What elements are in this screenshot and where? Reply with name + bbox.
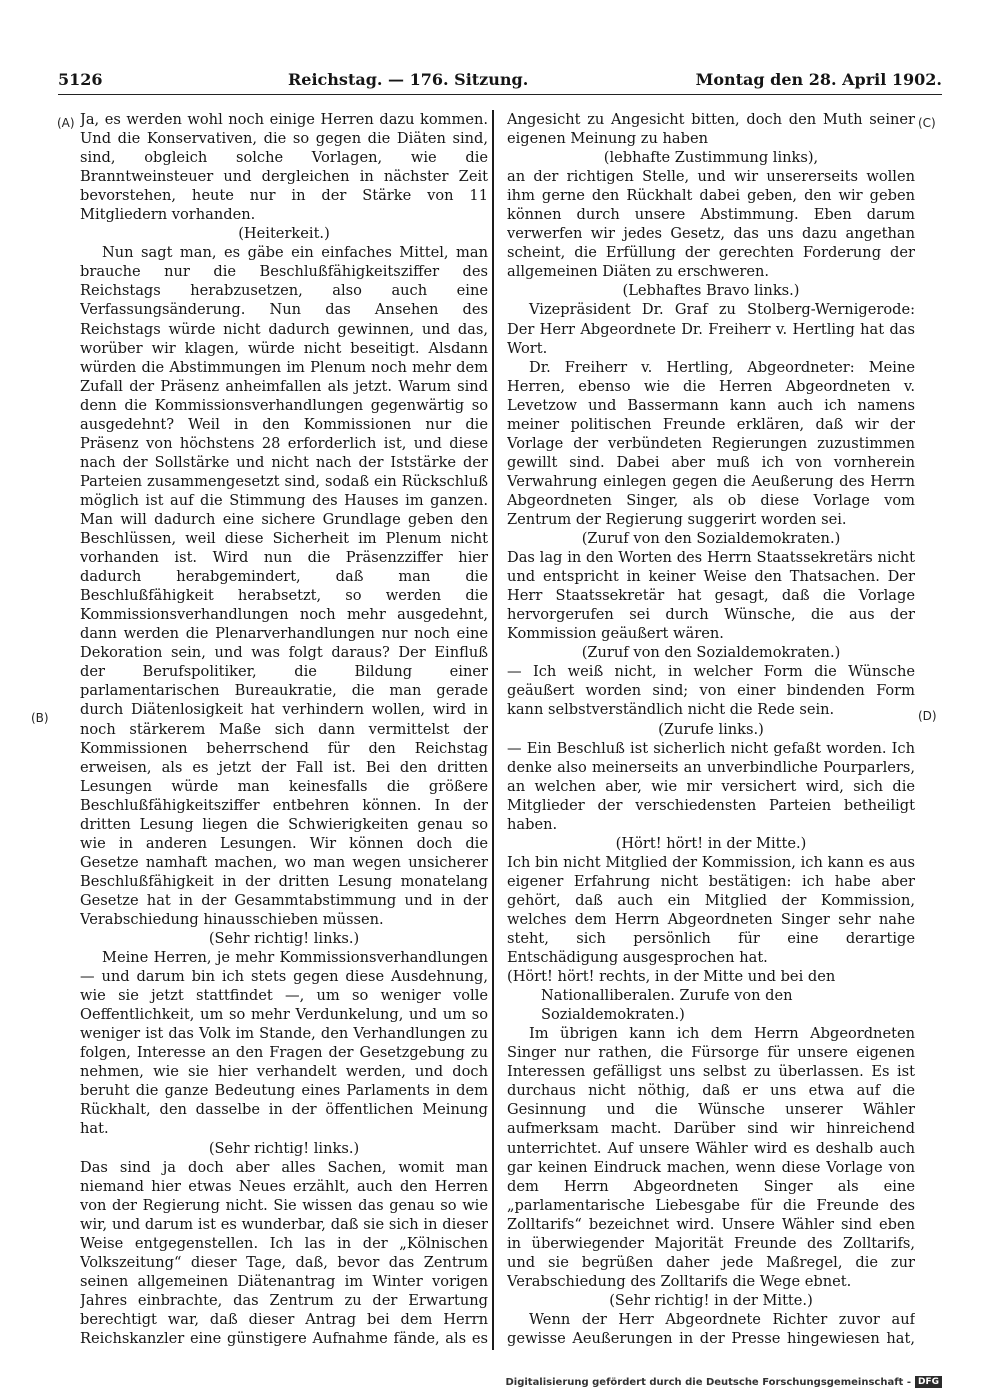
paragraph: Meine Herren, je mehr Kommissionsverhandlungen — und darum bin ich stets gegen diese Ausdehnung, wie sie jetzt stattfindet —, um so weniger volle Oeffentlichkeit, um so mehr Verdunkelung, und um so weniger ist das Volk im Stande, den Verhandlungen zu folgen, Interesse an den Fragen der Gesetzgebung zu nehmen, wie sie hier verhandelt werden, und doch beruht die ganze Bedeutung eines Parlaments in dem Rückhalt, den dasselbe in der öffentlichen Meinung hat. — [80, 949, 488, 1138]
interjection: (Zuruf von den Sozialdemokraten.) — [581, 530, 841, 548]
paragraph: Angesicht zu Angesicht bitten, doch den Muth seiner eigenen Meinung zu haben — [507, 111, 915, 148]
interjection: (Heiterkeit.) — [238, 225, 330, 243]
page-header — [58, 70, 942, 92]
margin-marker-a: (A) — [57, 116, 75, 130]
right-column — [507, 110, 915, 1348]
paragraph: — Ich weiß nicht, in welcher Form die Wünsche geäußert worden sind; von einer bindenden Form kann selbstverständlich nicht die Rede sein. — [507, 663, 915, 719]
interjection: (Sehr richtig! in der Mitte.) — [609, 1291, 813, 1309]
paragraph: Das lag in den Worten des Herrn Staatssekretärs nicht und entspricht in keiner Weise den Thatsachen. Der Herr Staatssekretär hat gesagt, daß die Vorlage hervorgerufen sei durch Wünsche, die aus der Kommission geäußert wären. — [507, 549, 915, 643]
footer-text: Digitalisierung gefördert durch die Deutsche Forschungsgemeinschaft - — [505, 1377, 911, 1388]
paragraph: Wenn der Herr Abgeordnete Richter zuvor auf gewisse Aeußerungen in der Presse hingewiesen hat, — [507, 1310, 915, 1347]
paragraph: Nun sagt man, es gäbe ein einfaches Mittel, man brauche nur die Beschlußfähigkeitsziffer des Reichstags herabzusetzen, also auch eine Verfassungsänderung. Nun das Ansehen des Reichstags würde nicht dadurch gewinnen, und das, worüber wir klagen, würde nicht beseitigt. Alsdann würden die Abstimmungen im Plenum noch mehr dem Zufall der Präsenz anheimfallen als jetzt. Warum sind denn die Kommissionsverhandlungen gegenwärtig so ausgedehnt? Weil in den Kommissionen nur die Präsenz von höchstens 28 erforderlich ist, und diese nach der Sollstärke und nicht nach der Iststärke der Parteien zusammengesetzt sind, sodaß ein Rückschluß möglich ist auf die Stimmung des Hauses im ganzen. Man will dadurch eine sichere Grundlage geben den Beschlüssen, weil diese Sicherheit im Plenum nicht vorhanden ist. Wird nun die Präsenzziffer hier dadurch herabgemindert, daß man die Beschlußfähigkeit herabsetzt, so werden die Kommissionsverhandlungen noch mehr ausgedehnt, dann werden die Plenarverhandlungen nur noch eine Dekoration sein, und was folgt daraus? Der Einfluß der Berufspolitiker, die Bildung einer parlamentarischen Bureaukratie, die man gerade durch Diätenlosigkeit hat verhindern wollen, wird in noch stärkerem Maße sich dann vermittelst der Kommissionen beherrschend für den Reichstag erweisen, als es jetzt der Fall ist. Bei den dritten Lesungen würde man keinesfalls die größere Beschlußfähigkeitsziffer entbehren können. In der dritten Lesung liegen die Schwierigkeiten genau so wie in anderen Lesungen. Wir können doch die Gesetze namhaft machen, wo man wegen unsicherer Beschlußfähigkeit in der dritten Lesung monatelang Gesetze hat in der Gesammtabstimmung und in der Verabschiedung hinausschieben müssen. — [80, 244, 488, 928]
session-title: Reichstag. — 176. Sitzung. — [288, 70, 529, 89]
interjection: (lebhafte Zustimmung links), — [603, 149, 819, 167]
interjection: (Sehr richtig! links.) — [208, 1139, 360, 1157]
margin-marker-d: (D) — [918, 709, 937, 723]
column-divider — [492, 110, 494, 1350]
interjection: (Hört! hört! rechts, in der Mitte und bei den Nationalliberalen. Zurufe von den Sozialdemokraten.) — [507, 968, 836, 1024]
speaker-paragraph: Vizepräsident Dr. Graf zu Stolberg-Wernigerode: Der Herr Abgeordnete Dr. Freiherr v. Hertling hat das Wort. — [507, 301, 915, 357]
interjection: (Zurufe links.) — [658, 720, 764, 738]
paragraph: Das sind ja doch aber alles Sachen, womit man niemand hier etwas Neues erzählt, auch den Herren von der Regierung nicht. Sie wissen das genau so wie wir, und darum ist es wunderbar, daß sie sich in dieser Weise entgegenstellen. Ich las in der „Kölnischen Volkszeitung“ dieser Tage, daß, bevor das Zentrum seinen allgemeinen Diätenantrag im Winter vorigen Jahres einbrachte, das Zentrum zu der Erwartung berechtigt war, daß dieser Antrag bei dem Herrn Reichskanzler eine günstigere Aufnahme fände, als es — [80, 1158, 488, 1347]
margin-marker-c: (C) — [918, 116, 936, 130]
dfg-footer — [505, 1376, 942, 1394]
speaker-paragraph: Dr. Freiherr v. Hertling, Abgeordneter: Meine Herren, ebenso wie die Herren Abgeordneten v. Levetzow und Bassermann kann auch ich namens meiner politischen Freunde erklären, daß wir der Vorlage der verbündeten Regierungen zuzustimmen gewillt sind. Dabei aber muß ich von vornherein Verwahrung einlegen gegen die Aeußerung des Herrn Abgeordneten Singer, als ob diese Vorlage vom Zentrum der Regierung suggerirt worden sei. — [507, 358, 915, 528]
paragraph: Ich bin nicht Mitglied der Kommission, ich kann es aus eigener Erfahrung nicht bestätigen: ich habe aber gehört, daß auch ein Mitglied der Kommission, welches dem Herrn Abgeordneten Singer sehr nahe steht, sich persönlich für eine derartige Entschädigung ausgesprochen hat. — [507, 853, 915, 967]
paragraph: an der richtigen Stelle, und wir unsererseits wollen ihm gerne den Rückhalt dabei geben, den wir geben können durch unsere Abstimmung. Eben darum verwerfen wir jedes Gesetz, das uns dazu angethan scheint, die Erfüllung der gerechten Forderung der allgemeinen Diäten zu erschweren. — [507, 168, 915, 281]
paragraph: — Ein Beschluß ist sicherlich nicht gefaßt worden. Ich denke also meinerseits an unverbindliche Pourparlers, an welchen aber, wie mir versichert wird, sich die Mitglieder der verschiedensten Parteien betheiligt haben. — [507, 739, 915, 833]
header-rule — [58, 94, 942, 95]
dfg-logo: DFG — [915, 1376, 942, 1388]
paragraph: Im übrigen kann ich dem Herrn Abgeordneten Singer nur rathen, die Fürsorge für unsere eigenen Interessen gefälligst uns selbst zu überlassen. Es ist durchaus nicht nöthig, daß er uns etwa auf die Gesinnung und die Wünsche unserer Wähler aufmerksam macht. Darüber sind wir hinreichend unterrichtet. Auf unsere Wähler wird es deshalb auch gar keinen Eindruck machen, wenn diese Vorlage von dem Herrn Abgeordneten Singer als eine „parlamentarische Liebesgabe für die Freunde des Zolltarifs“ bezeichnet wird. Unsere Wähler sind eben in überwiegender Majorität Freunde des Zolltarifs, und sie begrüßen daher jede Maßregel, die zur Verabschiedung des Zolltarifs die Wege ebnet. — [507, 1025, 915, 1290]
page-number: 5126 — [58, 70, 103, 89]
interjection: (Sehr richtig! links.) — [208, 930, 360, 948]
interjection: (Lebhaftes Bravo links.) — [622, 282, 800, 300]
margin-marker-b: (B) — [31, 711, 49, 725]
interjection: (Hört! hört! in der Mitte.) — [615, 834, 807, 852]
interjection: (Zuruf von den Sozialdemokraten.) — [581, 644, 841, 662]
session-date: Montag den 28. April 1902. — [695, 70, 942, 89]
paragraph: Ja, es werden wohl noch einige Herren dazu kommen. Und die Konservativen, die so gegen die Diäten sind, sind, obgleich solche Vorlagen, wie die Branntweinsteuer und dergleichen in nächster Zeit bevorstehen, heute nur in der Stärke von 11 Mitgliedern vorhanden. — [80, 111, 488, 224]
left-column — [80, 110, 488, 1348]
